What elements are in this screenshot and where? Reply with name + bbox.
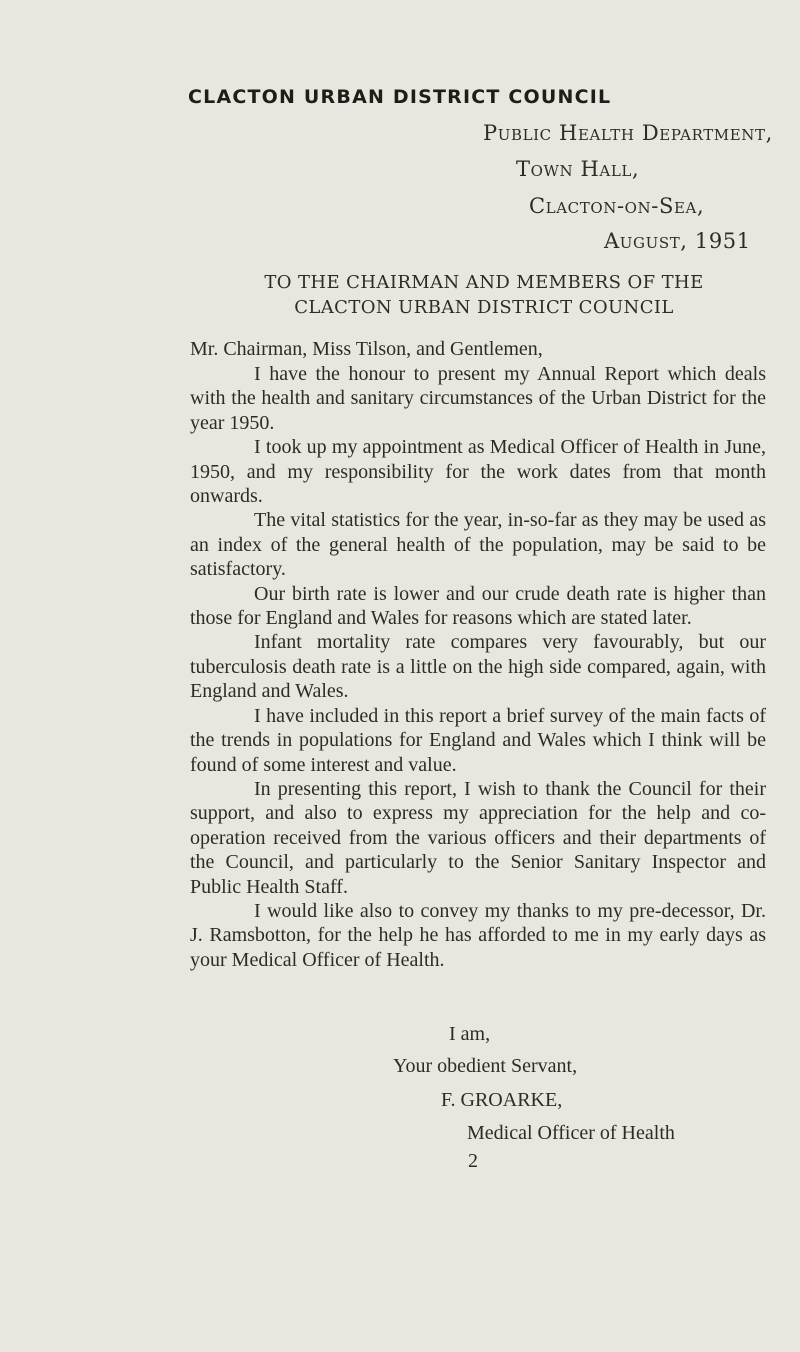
paragraph-thanks-predecessor: I would like also to convey my thanks to my pre-decessor, Dr. J. Ramsbotton, for the help he has afforded to me in my early days as your Medical Officer of Health.: [190, 899, 766, 971]
closing-servant: Your obedient Servant,: [393, 1055, 578, 1077]
paragraph-vital-statistics: The vital statistics for the year, in-so-far as they may be used as an index of the general health of the population, may be said to be satisfactory.: [190, 509, 766, 581]
signature-title: Medical Officer of Health: [467, 1122, 675, 1144]
address-building: Town Hall,: [516, 157, 640, 181]
address-department: Public Health Department,: [483, 121, 773, 145]
salutation: Mr. Chairman, Miss Tilson, and Gentlemen,: [190, 338, 543, 360]
paragraph-report-intro: I have the honour to present my Annual Report which deals with the health and sanitary circumstances of the Urban District for the year 1950.: [190, 363, 766, 434]
paragraph-population-survey: I have included in this report a brief survey of the main facts of the trends in populations for England and Wales which I think will be found of some interest and value.: [190, 704, 766, 776]
paragraph-thanks-council: In presenting this report, I wish to thank the Council for their support, and also to express my appreciation for the help and co-operation received from the various officers and their departments of the Council, and particularly to the Senior Sanitary Inspector and Public Health Staff.: [190, 777, 766, 898]
address-town: Clacton-on-Sea,: [529, 194, 705, 218]
page-number: 2: [468, 1150, 478, 1172]
addressee-line-1: TO THE CHAIRMAN AND MEMBERS OF THE: [264, 272, 704, 293]
paragraph-infant-mortality: Infant mortality rate compares very favourably, but our tuberculosis death rate is a little on the high side compared, again, with England and Wales.: [190, 631, 766, 703]
paragraph-birth-death-rates: Our birth rate is lower and our crude death rate is higher than those for England and Wales for reasons which are stated later.: [190, 582, 766, 630]
letter-body: [190, 362, 766, 972]
council-heading: CLACTON URBAN DISTRICT COUNCIL: [188, 86, 612, 108]
closing-i-am: I am,: [449, 1023, 491, 1045]
paragraph-appointment: I took up my appointment as Medical Officer of Health in June, 1950, and my responsibility for the work dates from that month onwards.: [190, 436, 766, 508]
signature-name: F. GROARKE,: [441, 1089, 563, 1111]
addressee-line-2: CLACTON URBAN DISTRICT COUNCIL: [294, 297, 674, 318]
letter-date: August, 1951: [604, 229, 751, 253]
